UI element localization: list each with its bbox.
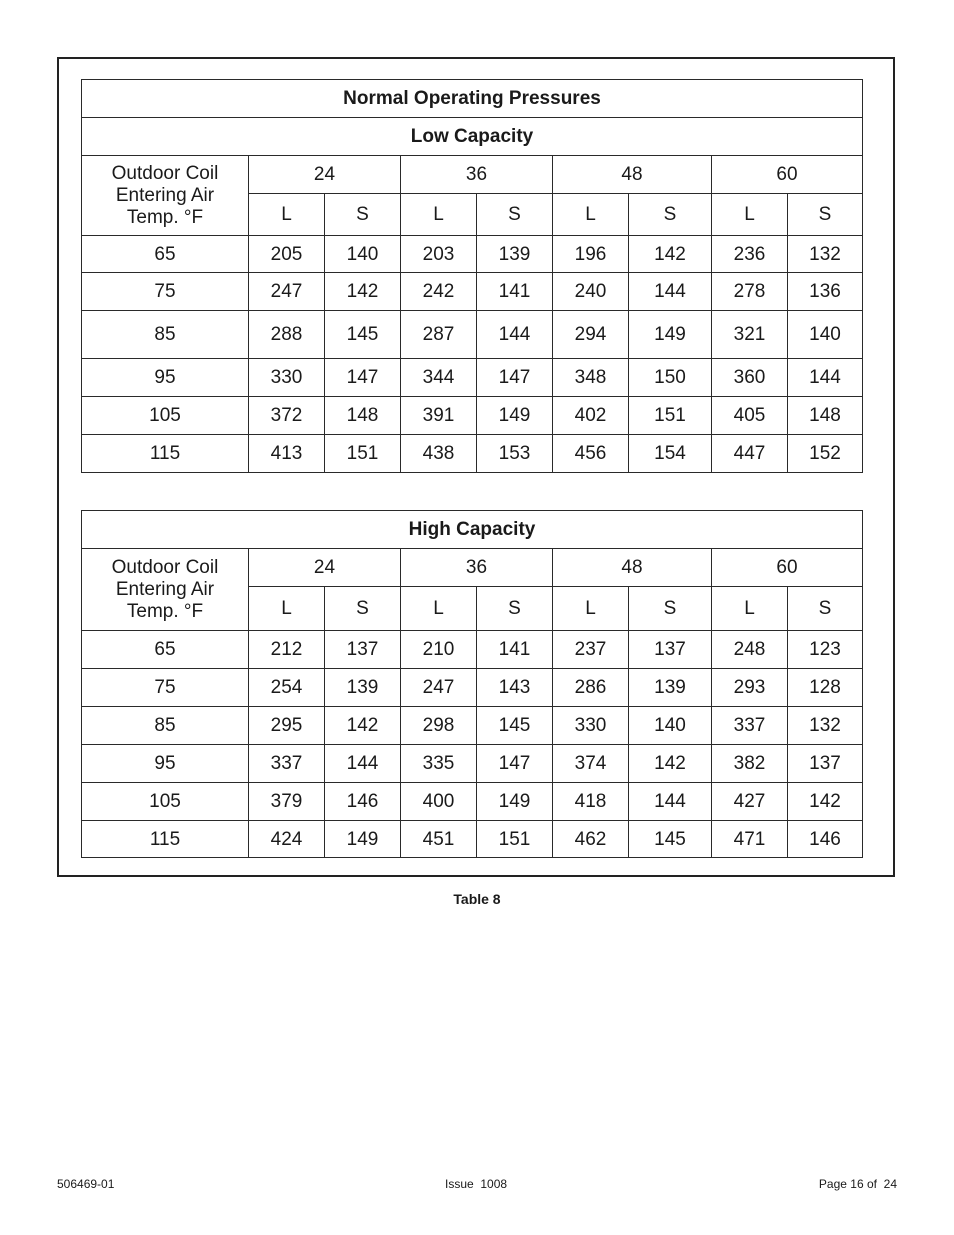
- value-cell: 294: [553, 311, 629, 359]
- temp-cell: 75: [82, 669, 249, 707]
- value-cell: 144: [325, 745, 401, 783]
- value-cell: 132: [788, 236, 863, 273]
- row-header-line: Outdoor Coil: [111, 162, 219, 184]
- value-cell: 374: [553, 745, 629, 783]
- issue-number: Issue 1008: [445, 1177, 508, 1191]
- size-header: 36: [401, 156, 553, 194]
- sub-header: S: [477, 587, 553, 631]
- sub-header: S: [325, 194, 401, 236]
- low-capacity-table: [81, 79, 863, 473]
- value-cell: 153: [477, 435, 553, 473]
- value-cell: 150: [629, 359, 712, 397]
- value-cell: 139: [325, 669, 401, 707]
- value-cell: 140: [788, 311, 863, 359]
- value-cell: 147: [477, 745, 553, 783]
- value-cell: 242: [401, 273, 477, 311]
- value-cell: 391: [401, 397, 477, 435]
- value-cell: 286: [553, 669, 629, 707]
- row-header-line: Outdoor Coil: [111, 556, 219, 578]
- value-cell: 141: [477, 273, 553, 311]
- value-cell: 143: [477, 669, 553, 707]
- value-cell: 142: [325, 707, 401, 745]
- size-header: 36: [401, 549, 553, 587]
- value-cell: 154: [629, 435, 712, 473]
- temp-cell: 115: [82, 821, 249, 858]
- page-number: Page 16 of 24: [818, 1177, 897, 1191]
- value-cell: 247: [249, 273, 325, 311]
- value-cell: 141: [477, 631, 553, 669]
- temp-cell: 65: [82, 631, 249, 669]
- value-cell: 254: [249, 669, 325, 707]
- main-title: Normal Operating Pressures: [82, 80, 863, 118]
- sub-header: L: [401, 194, 477, 236]
- value-cell: 295: [249, 707, 325, 745]
- value-cell: 149: [477, 783, 553, 821]
- table-row: [82, 631, 863, 669]
- value-cell: 142: [325, 273, 401, 311]
- sub-header: L: [553, 587, 629, 631]
- value-cell: 142: [629, 236, 712, 273]
- low-capacity-title: Low Capacity: [82, 118, 863, 156]
- sub-header: L: [553, 194, 629, 236]
- sub-header: S: [477, 194, 553, 236]
- value-cell: 196: [553, 236, 629, 273]
- value-cell: 152: [788, 435, 863, 473]
- value-cell: 136: [788, 273, 863, 311]
- value-cell: 148: [788, 397, 863, 435]
- table-row: [82, 821, 863, 858]
- row-header-line: Entering Air: [115, 184, 215, 206]
- sub-header: L: [712, 587, 788, 631]
- value-cell: 151: [477, 821, 553, 858]
- high-capacity-title: High Capacity: [82, 511, 863, 549]
- value-cell: 149: [325, 821, 401, 858]
- table-row: [82, 236, 863, 273]
- value-cell: 248: [712, 631, 788, 669]
- value-cell: 330: [249, 359, 325, 397]
- value-cell: 142: [629, 745, 712, 783]
- temp-cell: 95: [82, 745, 249, 783]
- value-cell: 424: [249, 821, 325, 858]
- value-cell: 456: [553, 435, 629, 473]
- table-row: [82, 273, 863, 311]
- value-cell: 344: [401, 359, 477, 397]
- value-cell: 149: [477, 397, 553, 435]
- value-cell: 337: [712, 707, 788, 745]
- high-capacity-table: [81, 510, 863, 858]
- value-cell: 287: [401, 311, 477, 359]
- value-cell: 278: [712, 273, 788, 311]
- row-header-label: [82, 156, 249, 236]
- value-cell: 145: [477, 707, 553, 745]
- sub-header: S: [629, 587, 712, 631]
- row-header-label: [82, 549, 249, 631]
- value-cell: 139: [477, 236, 553, 273]
- value-cell: 146: [788, 821, 863, 858]
- value-cell: 146: [325, 783, 401, 821]
- value-cell: 144: [788, 359, 863, 397]
- value-cell: 203: [401, 236, 477, 273]
- value-cell: 236: [712, 236, 788, 273]
- value-cell: 205: [249, 236, 325, 273]
- value-cell: 402: [553, 397, 629, 435]
- sub-header: L: [249, 587, 325, 631]
- value-cell: 451: [401, 821, 477, 858]
- value-cell: 137: [325, 631, 401, 669]
- value-cell: 151: [325, 435, 401, 473]
- value-cell: 123: [788, 631, 863, 669]
- size-header: 24: [249, 549, 401, 587]
- value-cell: 427: [712, 783, 788, 821]
- value-cell: 147: [477, 359, 553, 397]
- size-header: 60: [712, 549, 863, 587]
- value-cell: 210: [401, 631, 477, 669]
- value-cell: 405: [712, 397, 788, 435]
- value-cell: 382: [712, 745, 788, 783]
- temp-cell: 95: [82, 359, 249, 397]
- row-header-line: Temp. °F: [126, 600, 204, 622]
- temp-cell: 105: [82, 783, 249, 821]
- value-cell: 137: [788, 745, 863, 783]
- value-cell: 132: [788, 707, 863, 745]
- value-cell: 462: [553, 821, 629, 858]
- temp-cell: 85: [82, 707, 249, 745]
- table-row: [82, 669, 863, 707]
- table-row: [82, 783, 863, 821]
- temp-cell: 115: [82, 435, 249, 473]
- table-row: [82, 397, 863, 435]
- value-cell: 379: [249, 783, 325, 821]
- value-cell: 330: [553, 707, 629, 745]
- doc-number: 506469-01: [57, 1177, 115, 1191]
- value-cell: 372: [249, 397, 325, 435]
- sub-header: S: [629, 194, 712, 236]
- value-cell: 447: [712, 435, 788, 473]
- value-cell: 418: [553, 783, 629, 821]
- value-cell: 321: [712, 311, 788, 359]
- value-cell: 293: [712, 669, 788, 707]
- sub-header: L: [712, 194, 788, 236]
- sub-header: S: [325, 587, 401, 631]
- value-cell: 137: [629, 631, 712, 669]
- size-header: 48: [553, 156, 712, 194]
- value-cell: 240: [553, 273, 629, 311]
- table-row: [82, 311, 863, 359]
- size-header: 48: [553, 549, 712, 587]
- table-row: [82, 745, 863, 783]
- temp-cell: 105: [82, 397, 249, 435]
- table-row: [82, 435, 863, 473]
- value-cell: 142: [788, 783, 863, 821]
- value-cell: 212: [249, 631, 325, 669]
- value-cell: 128: [788, 669, 863, 707]
- value-cell: 400: [401, 783, 477, 821]
- value-cell: 360: [712, 359, 788, 397]
- value-cell: 247: [401, 669, 477, 707]
- value-cell: 298: [401, 707, 477, 745]
- value-cell: 140: [325, 236, 401, 273]
- size-header: 60: [712, 156, 863, 194]
- value-cell: 438: [401, 435, 477, 473]
- value-cell: 145: [325, 311, 401, 359]
- value-cell: 149: [629, 311, 712, 359]
- sub-header: L: [401, 587, 477, 631]
- temp-cell: 75: [82, 273, 249, 311]
- value-cell: 140: [629, 707, 712, 745]
- table-row: [82, 707, 863, 745]
- value-cell: 288: [249, 311, 325, 359]
- table-caption: Table 8: [453, 891, 501, 907]
- value-cell: 337: [249, 745, 325, 783]
- sub-header: S: [788, 194, 863, 236]
- table-row: [82, 359, 863, 397]
- temp-cell: 85: [82, 311, 249, 359]
- value-cell: 471: [712, 821, 788, 858]
- value-cell: 348: [553, 359, 629, 397]
- value-cell: 144: [477, 311, 553, 359]
- value-cell: 147: [325, 359, 401, 397]
- value-cell: 237: [553, 631, 629, 669]
- sub-header: L: [249, 194, 325, 236]
- size-header: 24: [249, 156, 401, 194]
- temp-cell: 65: [82, 236, 249, 273]
- value-cell: 139: [629, 669, 712, 707]
- value-cell: 144: [629, 783, 712, 821]
- row-header-line: Temp. °F: [126, 206, 204, 228]
- value-cell: 145: [629, 821, 712, 858]
- value-cell: 151: [629, 397, 712, 435]
- row-header-line: Entering Air: [115, 578, 215, 600]
- value-cell: 148: [325, 397, 401, 435]
- value-cell: 144: [629, 273, 712, 311]
- value-cell: 335: [401, 745, 477, 783]
- value-cell: 413: [249, 435, 325, 473]
- sub-header: S: [788, 587, 863, 631]
